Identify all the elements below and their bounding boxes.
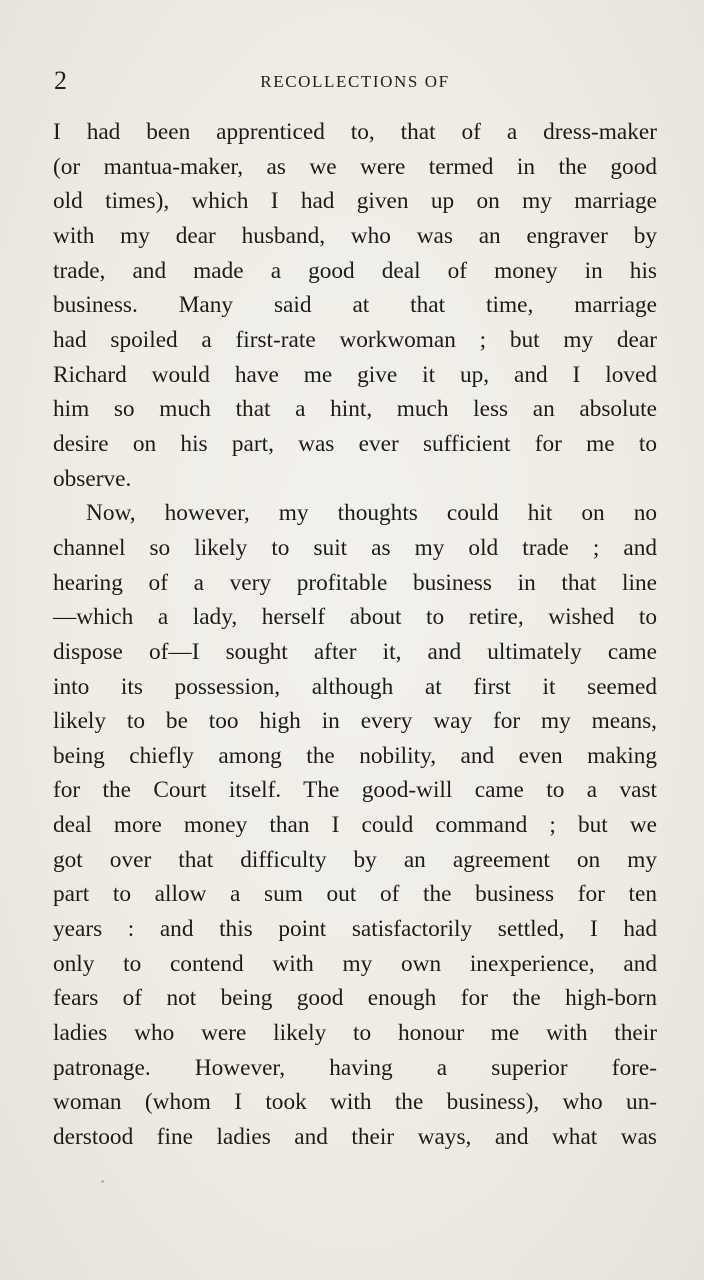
text-line: fears of not being good enough for the high-born <box>53 985 657 1012</box>
text-line: with my dear husband, who was an engraver by <box>53 222 657 249</box>
body-text <box>53 115 657 1155</box>
text-line: part to allow a sum out of the business for ten <box>53 881 657 908</box>
text-line: derstood fine ladies and their ways, and what was <box>53 1124 657 1151</box>
running-head <box>0 66 704 96</box>
text-line: deal more money than I could command ; but we <box>53 812 657 839</box>
paragraph-1 <box>53 115 657 496</box>
text-line: hearing of a very profitable business in that line <box>53 569 657 596</box>
text-line: for the Court itself. The good-will came to a vast <box>53 777 657 804</box>
text-line: channel so likely to suit as my old trade ; and <box>53 534 657 561</box>
text-line: years : and this point satisfactorily settled, I had <box>53 916 657 943</box>
text-line: Richard would have me give it up, and I loved <box>53 361 657 388</box>
text-line: into its possession, although at first it seemed <box>53 673 657 700</box>
text-line: patronage. However, having a superior fore- <box>53 1054 657 1081</box>
page-number: 2 <box>54 66 67 95</box>
text-line: had spoiled a first-rate workwoman ; but my dear <box>53 326 657 353</box>
text-line: him so much that a hint, much less an absolute <box>53 396 657 423</box>
text-line: observe. <box>53 465 132 492</box>
text-line: I had been apprenticed to, that of a dress-maker <box>53 119 657 145</box>
text-line: —which a lady, herself about to retire, wished to <box>53 604 657 631</box>
text-line: business. Many said at that time, marriage <box>53 292 657 319</box>
text-line: only to contend with my own inexperience, and <box>53 950 657 977</box>
text-line: trade, and made a good deal of money in his <box>53 257 657 284</box>
text-line: dispose of—I sought after it, and ultimately came <box>53 638 657 665</box>
paper-speck <box>101 1180 104 1183</box>
text-line: woman (whom I took with the business), who un- <box>53 1089 657 1116</box>
running-head-title: RECOLLECTIONS OF <box>260 72 450 91</box>
text-line: ladies who were likely to honour me with their <box>53 1020 657 1047</box>
text-line: Now, however, my thoughts could hit on no <box>86 500 657 527</box>
text-line: desire on his part, was ever sufficient for me to <box>53 430 657 457</box>
text-line: (or mantua-maker, as we were termed in the good <box>53 153 657 180</box>
text-line: likely to be too high in every way for my means, <box>53 708 657 735</box>
text-line: got over that difficulty by an agreement on my <box>53 846 657 873</box>
paragraph-2 <box>53 496 657 1154</box>
text-line: old times), which I had given up on my marriage <box>53 188 657 215</box>
text-line: being chiefly among the nobility, and even making <box>53 742 657 769</box>
